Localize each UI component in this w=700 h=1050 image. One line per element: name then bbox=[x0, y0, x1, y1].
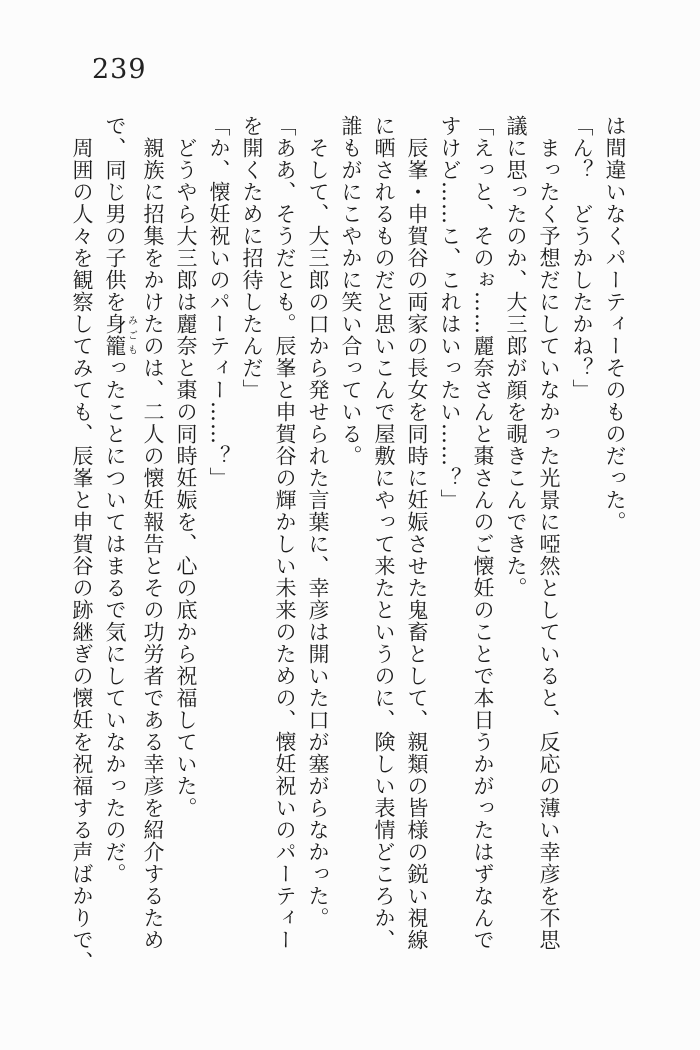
ruby-furigana: みごも bbox=[125, 313, 137, 357]
text-line: 親族に招集をかけたのは、二人の懐妊報告とその功労者である幸彦を紹介するため bbox=[141, 137, 165, 951]
text-line: 誰もがにこやかに笑い合っている。 bbox=[339, 115, 363, 467]
page-number: 239 bbox=[92, 54, 147, 85]
text-line: 周囲の人々を観察してみても、辰峯と申賀谷の跡継ぎの懐妊を祝福する声ばかりで、 bbox=[70, 137, 94, 973]
text-line: まったく予想だにしていなかった光景に啞然としていると、反応の薄い幸彦を不思 bbox=[537, 137, 561, 951]
text-line: は間違いなくパーティーそのものだった。 bbox=[603, 115, 627, 533]
text-line: 「か、懐妊祝いのパーティー……？」 bbox=[207, 115, 231, 489]
text-line: 「えっと、そのぉ……麗奈さんと棗さんのご懐妊のことで本日うかがったはずなんで bbox=[471, 115, 495, 951]
ruby-word bbox=[103, 313, 137, 357]
text-line: そして、大三郎の口から発せられた言葉に、幸彦は開いた口が塞がらなかった。 bbox=[306, 137, 330, 929]
text-line: すけど……こ、これはいったい……？」 bbox=[438, 115, 462, 511]
text-line: 「ん？ どうかしたかね？」 bbox=[570, 115, 594, 401]
text-line: どうやら大三郎は麗奈と棗の同時妊娠を、心の底から祝福していた。 bbox=[174, 137, 198, 819]
text-line: を開くために招待したんだ」 bbox=[240, 115, 264, 401]
text-segment: で、同じ男の子供を bbox=[103, 115, 127, 313]
text-line: 「ああ、そうだとも。辰峯と申賀谷の輝かしい未来のための、懐妊祝いのパーティー bbox=[273, 115, 297, 951]
text-line: 辰峯・申賀谷の両家の長女を同時に妊娠させた鬼畜として、親類の皆様の鋭い視線 bbox=[405, 137, 429, 951]
text-line bbox=[98, 115, 136, 985]
text-line: に晒されるものだと思いこんで屋敷にやって来たというのに、険しい表情どころか、 bbox=[372, 115, 396, 951]
text-segment: ったことについてはまるで気にしていなかったのだ。 bbox=[103, 357, 127, 885]
text-line: 議に思ったのか、大三郎が顔を覗きこんできた。 bbox=[504, 115, 528, 599]
vertical-text-block bbox=[69, 115, 631, 985]
ruby-base: 身籠 bbox=[103, 313, 127, 357]
